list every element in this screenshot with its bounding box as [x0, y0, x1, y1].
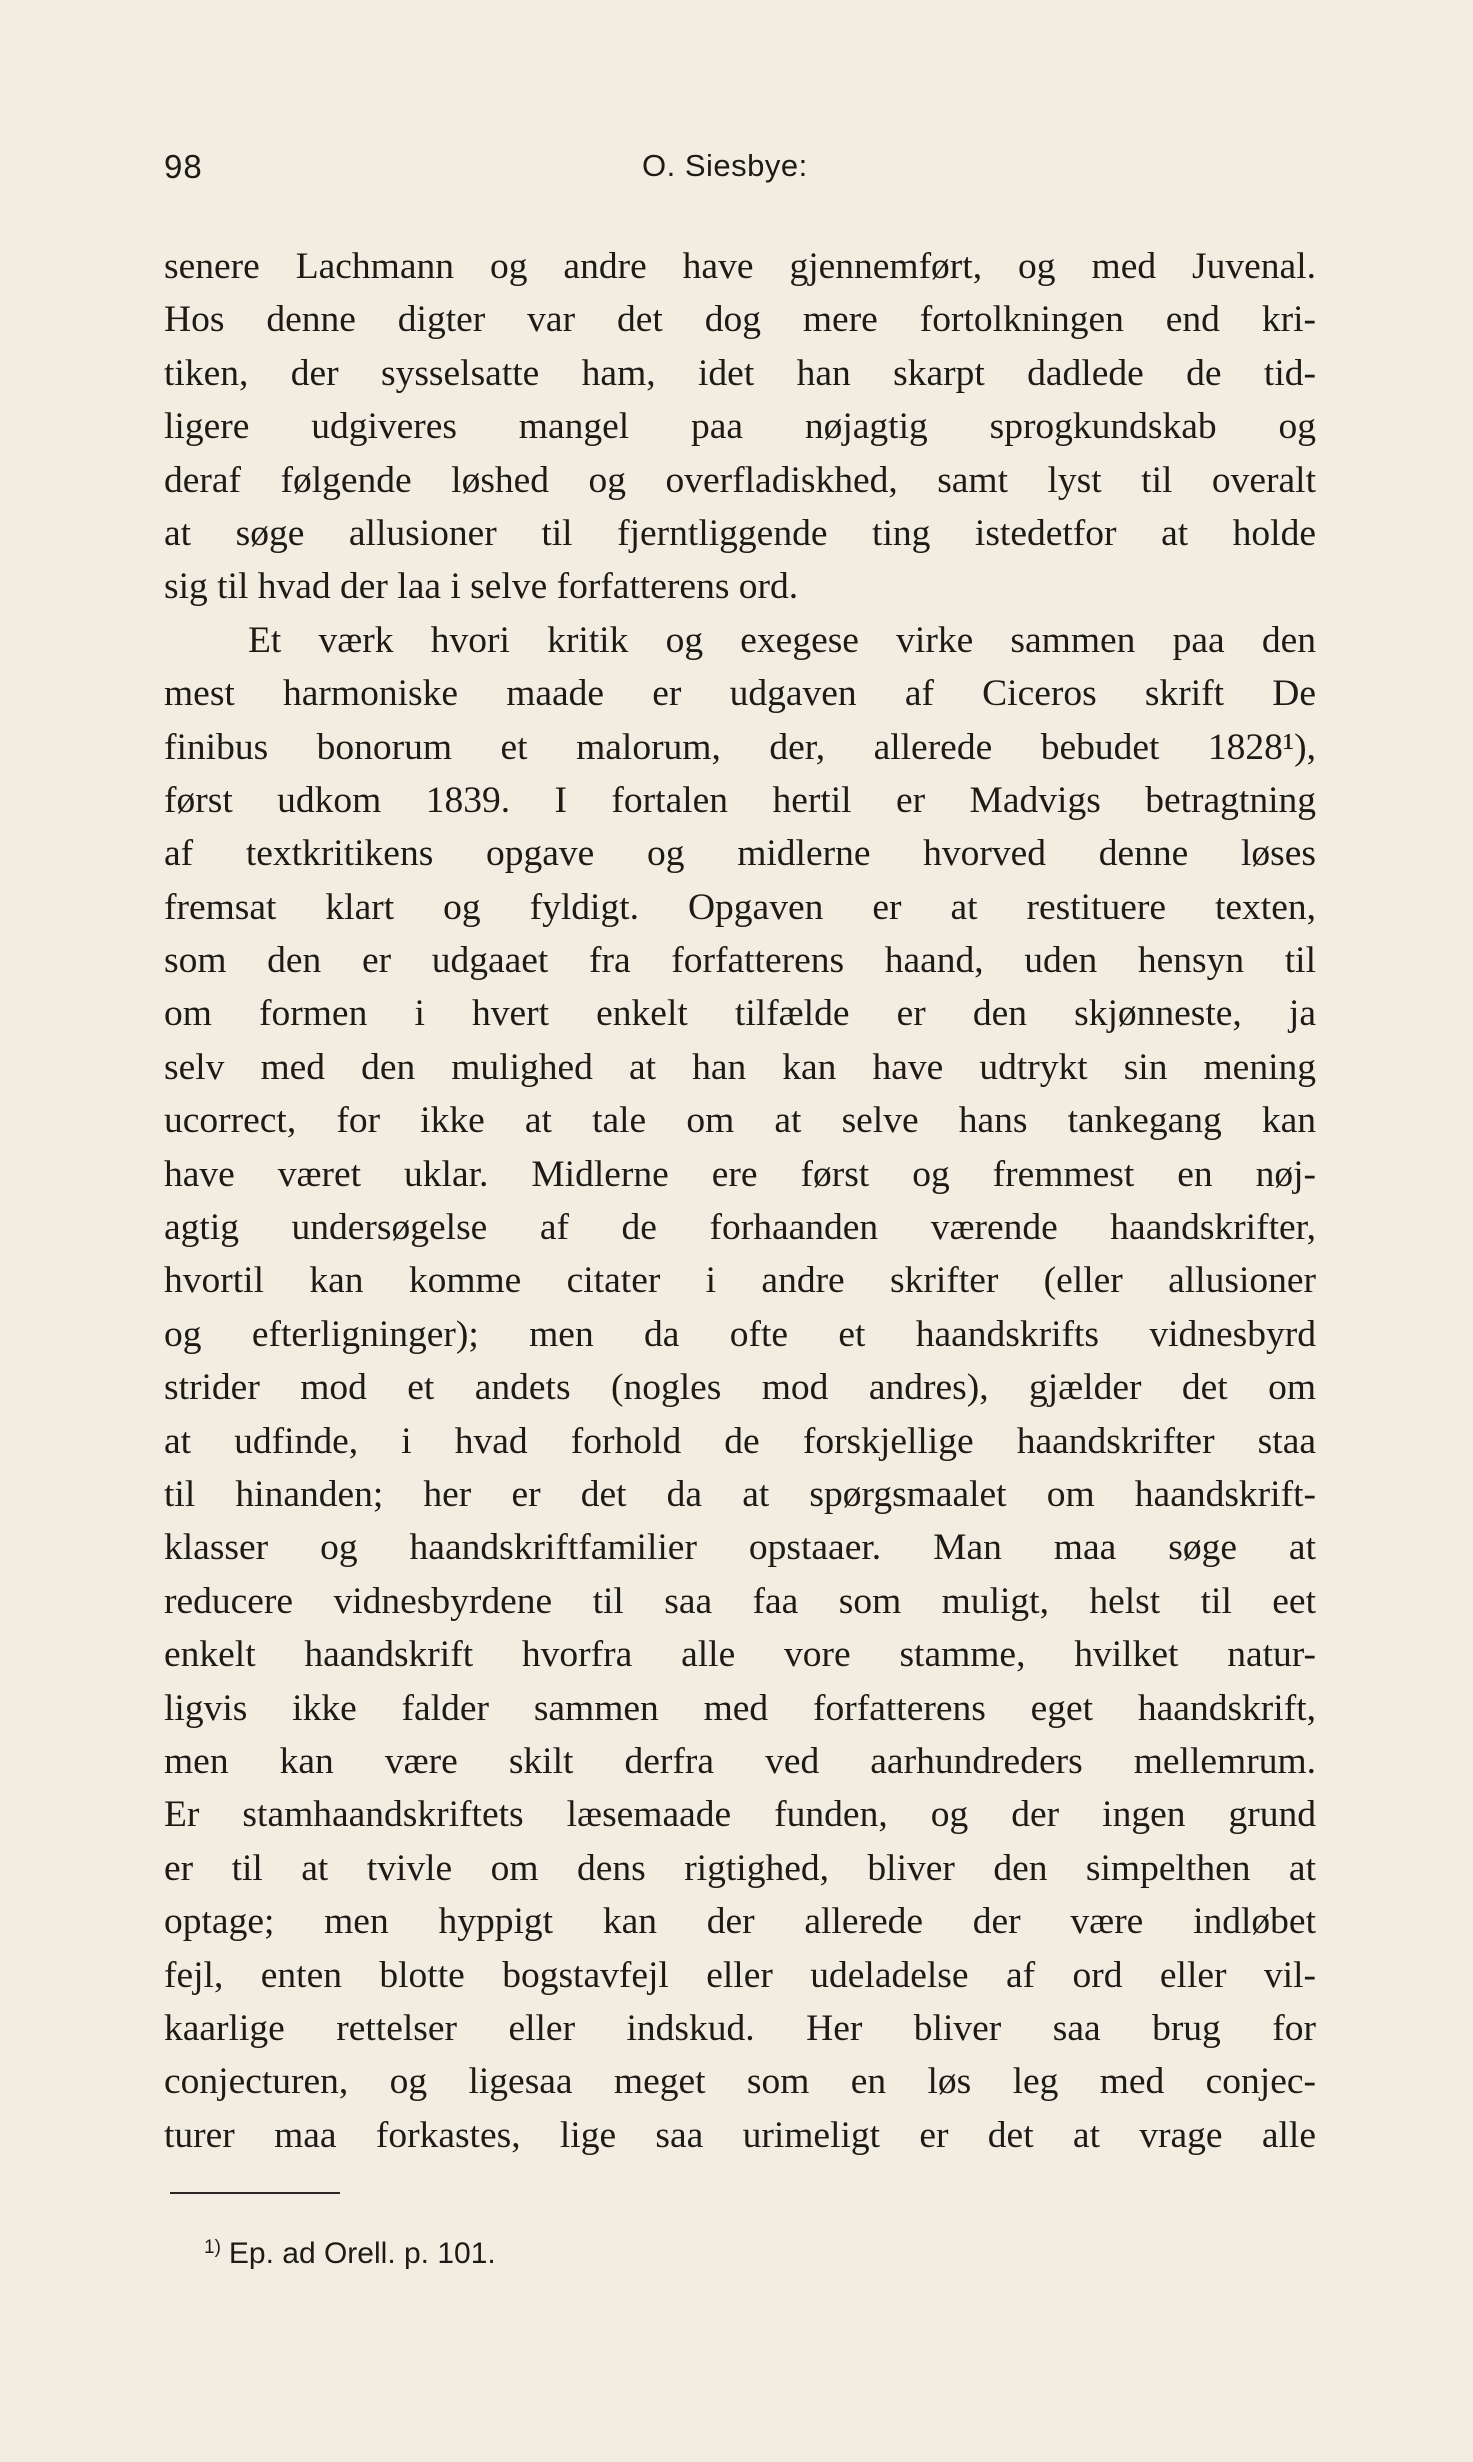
- footnote-text: Ep. ad Orell. p. 101.: [228, 2237, 496, 2270]
- body-text: [164, 240, 1316, 2162]
- text-line: have været uklar. Midlerne ere først og fremmest en nøj-: [164, 1153, 1316, 1195]
- text-line: fejl, enten blotte bogstavfejl eller udeladelse af ord eller vil-: [164, 1954, 1316, 1996]
- text-line: klasser og haandskriftfamilier opstaaer. Man maa søge at: [164, 1527, 1316, 1569]
- text-line: men kan være skilt derfra ved aarhundreders mellemrum.: [164, 1740, 1316, 1782]
- text-line: til hinanden; her er det da at spørgsmaalet om haandskrift-: [164, 1473, 1316, 1515]
- text-line: at udfinde, i hvad forhold de forskjellige haandskrifter staa: [164, 1420, 1316, 1462]
- text-line: enkelt haandskrift hvorfra alle vore stamme, hvilket natur-: [164, 1634, 1316, 1676]
- text-line: mest harmoniske maade er udgaven af Ciceros skrift De: [164, 673, 1316, 715]
- text-line: reducere vidnesbyrdene til saa faa som muligt, helst til eet: [164, 1580, 1316, 1622]
- text-line: ligere udgiveres mangel paa nøjagtig sprogkundskab og: [164, 406, 1316, 448]
- text-line: agtig undersøgelse af de forhaanden værende haandskrifter,: [164, 1207, 1316, 1249]
- text-line: kaarlige rettelser eller indskud. Her bliver saa brug for: [164, 2007, 1316, 2049]
- text-line: Er stamhaandskriftets læsemaade funden, og der ingen grund: [164, 1794, 1316, 1836]
- text-line: optage; men hyppigt kan der allerede der være indløbet: [164, 1901, 1316, 1943]
- text-line: og efterligninger); men da ofte et haandskrifts vidnesbyrd: [164, 1313, 1316, 1355]
- text-line: ucorrect, for ikke at tale om at selve hans tankegang kan: [164, 1100, 1316, 1142]
- text-line: er til at tvivle om dens rigtighed, bliver den simpelthen at: [164, 1847, 1316, 1889]
- page-header: [164, 148, 1314, 198]
- text-line: først udkom 1839. I fortalen hertil er Madvigs betragtning: [164, 779, 1316, 821]
- text-line: deraf følgende løshed og overfladiskhed, samt lyst til overalt: [164, 459, 1316, 501]
- running-head: O. Siesbye:: [642, 148, 808, 183]
- text-line: strider mod et andets (nogles mod andres), gjælder det om: [164, 1367, 1316, 1409]
- text-line: Hos denne digter var det dog mere fortolkningen end kri-: [164, 299, 1316, 341]
- text-line: Et værk hvori kritik og exegese virke sammen paa den: [248, 619, 1316, 661]
- text-line: at søge allusioner til fjerntliggende ting istedetfor at holde: [164, 512, 1316, 554]
- footnote: [204, 2228, 496, 2274]
- text-line: tiken, der sysselsatte ham, idet han skarpt dadlede de tid-: [164, 352, 1316, 394]
- footnote-divider: [170, 2192, 340, 2194]
- text-line: om formen i hvert enkelt tilfælde er den skjønneste, ja: [164, 993, 1316, 1035]
- text-line: sig til hvad der laa i selve forfatterens ord.: [164, 566, 799, 608]
- text-line: finibus bonorum et malorum, der, allerede bebudet 1828¹),: [164, 726, 1316, 768]
- text-line: conjecturen, og ligesaa meget som en løs leg med conjec-: [164, 2061, 1316, 2103]
- text-line: hvortil kan komme citater i andre skrifter (eller allusioner: [164, 1260, 1316, 1302]
- text-line: som den er udgaaet fra forfatterens haand, uden hensyn til: [164, 940, 1316, 982]
- text-line: turer maa forkastes, lige saa urimeligt er det at vrage alle: [164, 2114, 1316, 2156]
- text-line: senere Lachmann og andre have gjennemført, og med Juvenal.: [164, 246, 1316, 287]
- text-line: af textkritikens opgave og midlerne hvorved denne løses: [164, 833, 1316, 875]
- page-number: 98: [164, 148, 203, 185]
- text-line: selv med den mulighed at han kan have udtrykt sin mening: [164, 1046, 1316, 1088]
- text-line: fremsat klart og fyldigt. Opgaven er at restituere texten,: [164, 886, 1316, 928]
- footnote-marker: 1): [204, 2237, 221, 2258]
- text-line: ligvis ikke falder sammen med forfatterens eget haandskrift,: [164, 1687, 1316, 1729]
